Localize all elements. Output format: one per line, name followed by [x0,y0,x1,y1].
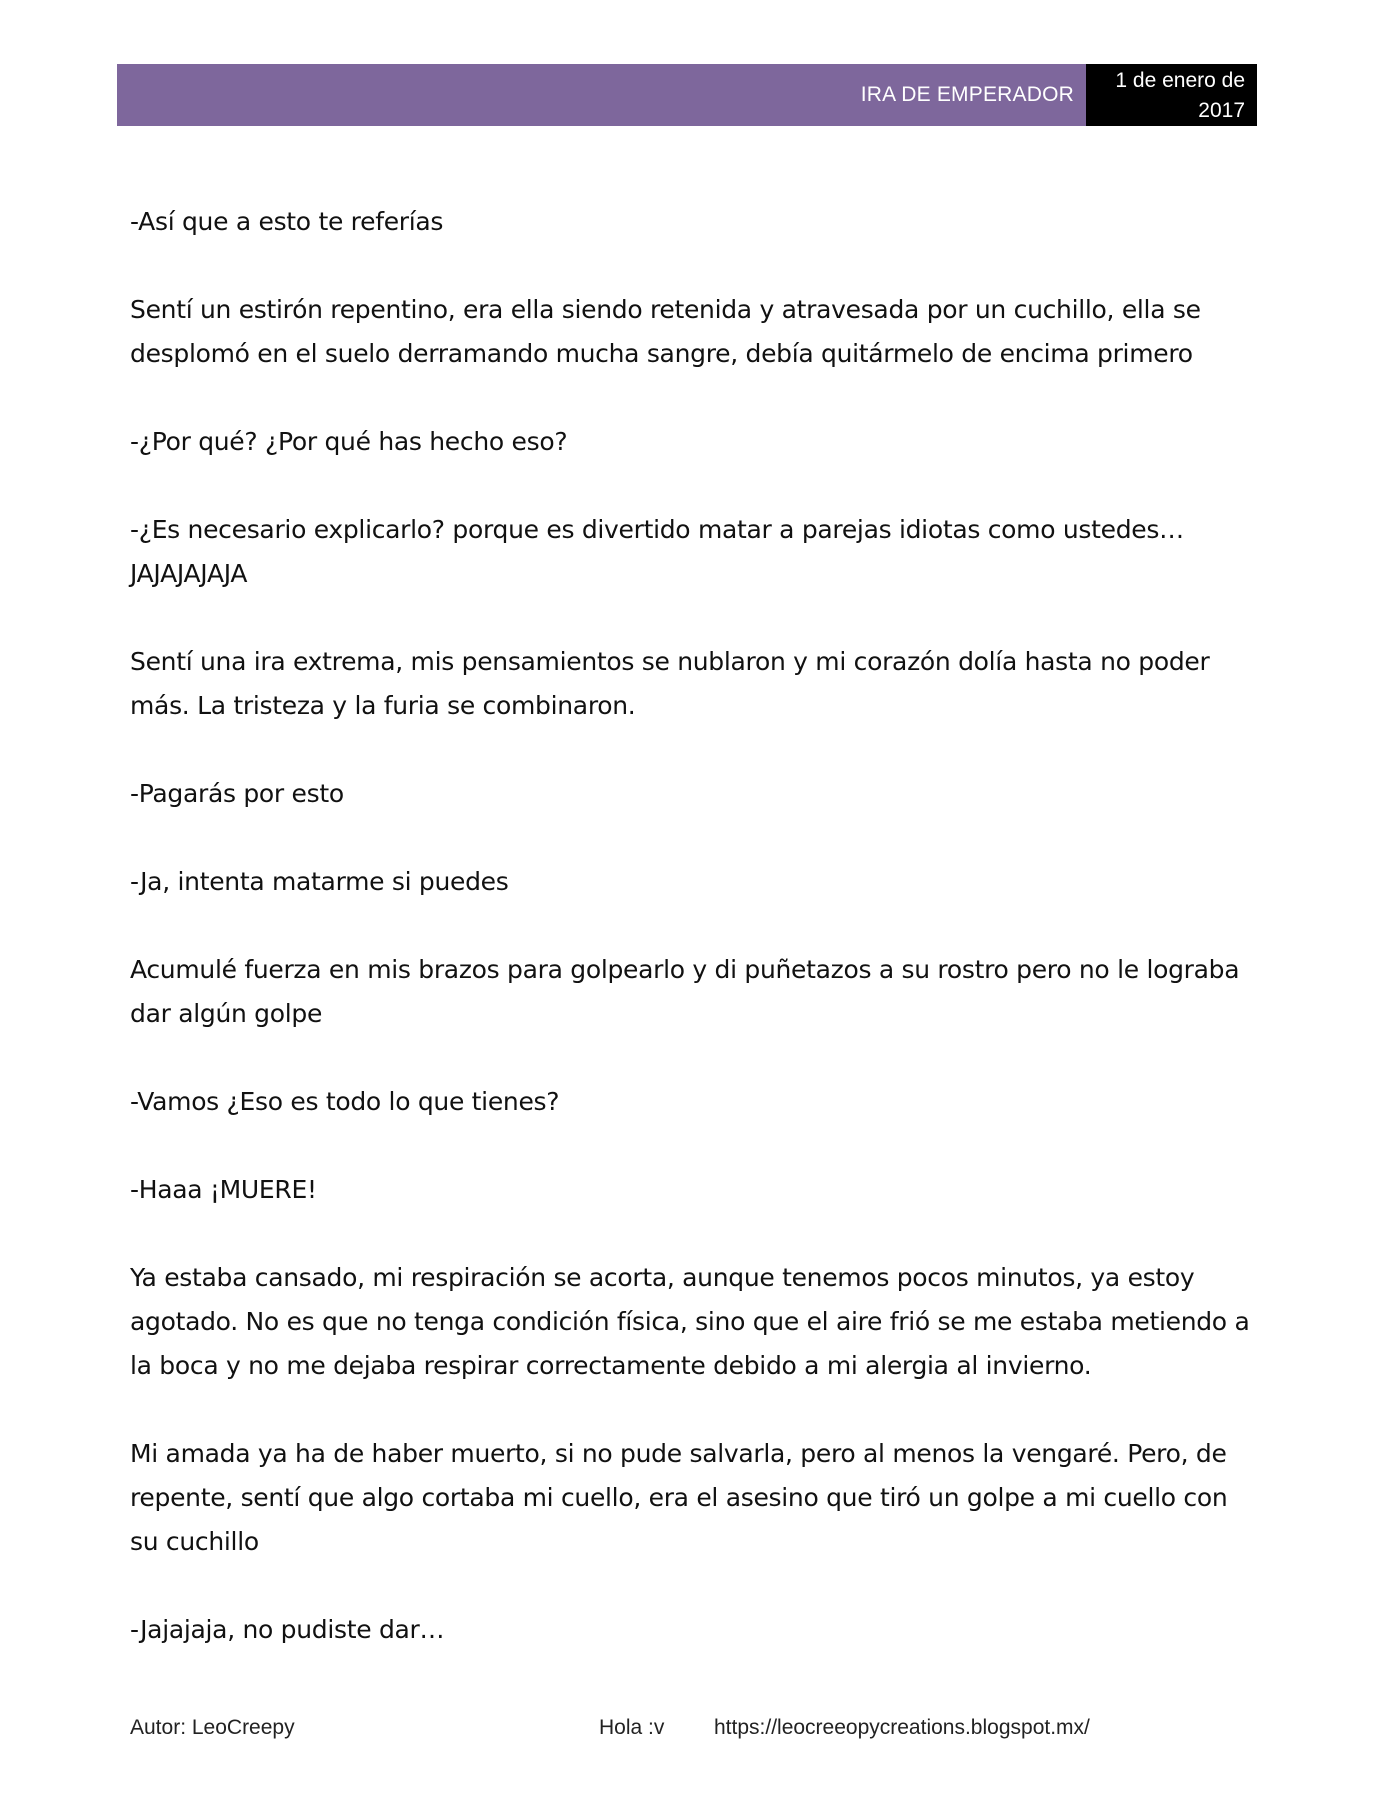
footer-author: Autor: LeoCreepy [130,1716,295,1739]
paragraph: -¿Es necesario explicarlo? porque es divertido matar a parejas idiotas como ustedes… JAJAJAJAJA [130,515,1184,588]
paragraph: Sentí una ira extrema, mis pensamientos se nublaron y mi corazón dolía hasta no poder más. La tristeza y la furia se combinaron. [130,647,1210,720]
footer-url-link[interactable]: https://leocreeopycreations.blogspot.mx/ [714,1716,1090,1739]
document-body [130,200,1260,1652]
header-date [1086,64,1257,126]
header-date-line1: 1 de enero de [1115,69,1245,92]
paragraph: -Pagarás por esto [130,779,344,808]
paragraph: Acumulé fuerza en mis brazos para golpearlo y di puñetazos a su rostro pero no le lograba dar algún golpe [130,955,1240,1028]
paragraph: Mi amada ya ha de haber muerto, si no pude salvarla, pero al menos la vengaré. Pero, de repente, sentí que algo cortaba mi cuello, era el asesino que tiró un golpe a mi cuello con su cuchillo [130,1439,1228,1556]
document-title: IRA DE EMPERADOR [860,83,1074,106]
header-date-line2: 2017 [1198,99,1245,122]
paragraph: Sentí un estirón repentino, era ella siendo retenida y atravesada por un cuchillo, ella se desplomó en el suelo derramando mucha sangre, debía quitármelo de encima primero [130,295,1201,368]
paragraph: -¿Por qué? ¿Por qué has hecho eso? [130,427,568,456]
header-title-bar [117,64,1086,126]
paragraph: -Haaa ¡MUERE! [130,1175,317,1204]
footer-greeting: Hola :v [599,1716,665,1739]
paragraph: -Jajajaja, no pudiste dar… [130,1615,445,1644]
paragraph: -Así que a esto te referías [130,207,444,236]
page-footer [130,1716,1260,1746]
paragraph: Ya estaba cansado, mi respiración se acorta, aunque tenemos pocos minutos, ya estoy agotado. No es que no tenga condición física, sino que el aire frió se me estaba metiendo a la boca y no me dejaba respirar correctamente debido a mi alergia al invierno. [130,1263,1250,1380]
paragraph: -Ja, intenta matarme si puedes [130,867,509,896]
page-header [117,64,1257,126]
paragraph: -Vamos ¿Eso es todo lo que tienes? [130,1087,560,1116]
